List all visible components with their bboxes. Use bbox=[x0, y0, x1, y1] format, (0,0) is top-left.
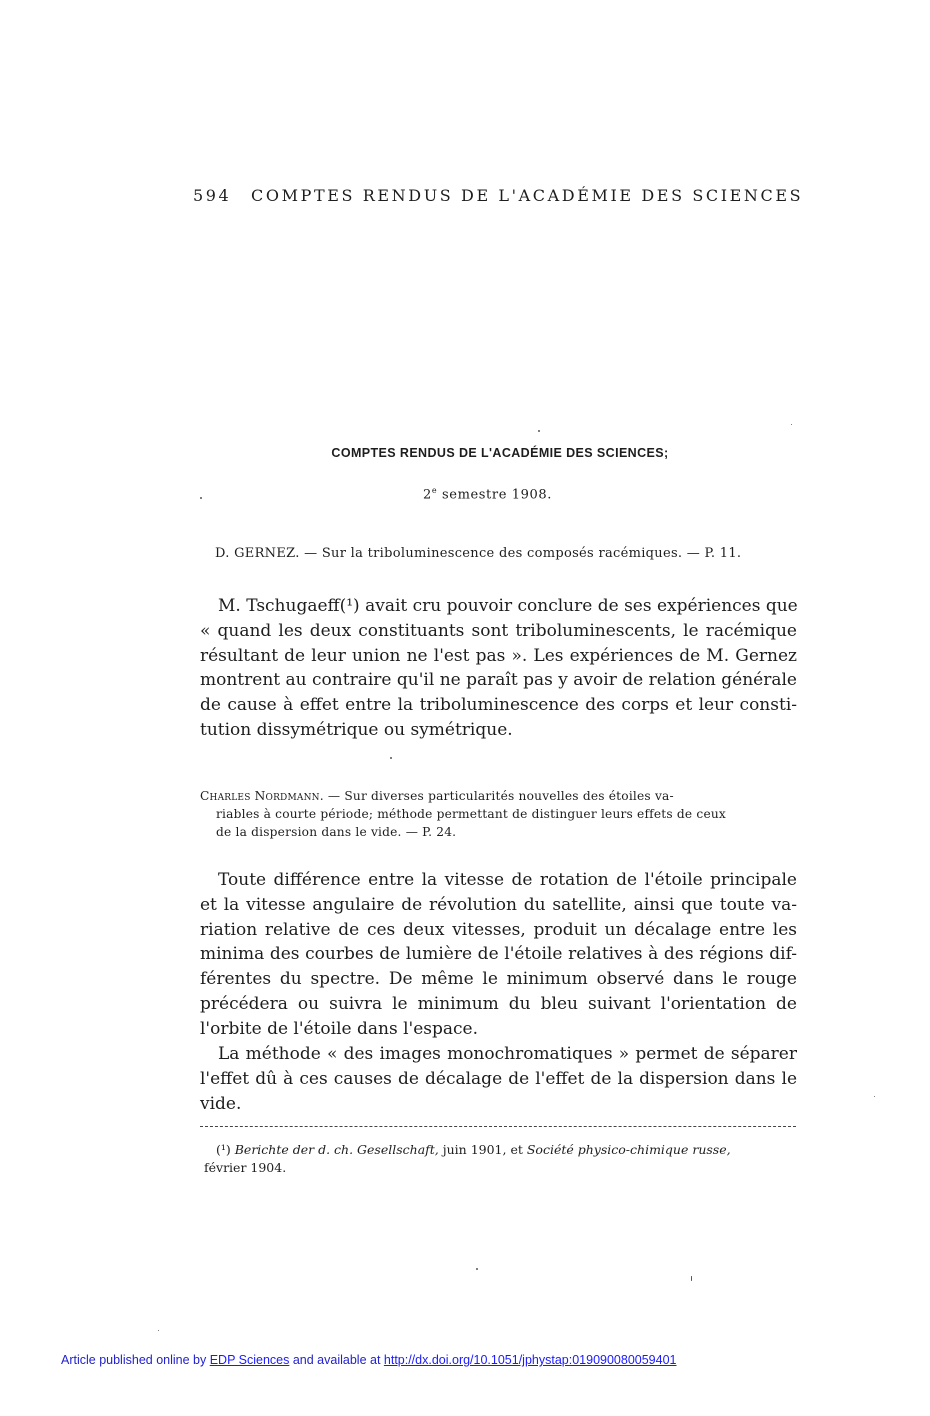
semester-ordinal: 2 bbox=[423, 487, 432, 503]
paragraph-line: riation relative de ces deux vitesses, produit un décalage entre les bbox=[200, 919, 797, 940]
semester-text: semestre 1908. bbox=[442, 487, 552, 503]
footnote-marker: (¹) bbox=[216, 1142, 231, 1157]
paragraph-line: l'orbite de l'étoile dans l'espace. bbox=[200, 1018, 479, 1039]
publisher-note bbox=[61, 1353, 677, 1367]
publisher-note-prefix: Article published online by bbox=[61, 1353, 210, 1367]
paragraph-line: résultant de leur union ne l'est pas ». Les expériences de M. Gernez bbox=[200, 645, 797, 666]
paragraph-line: M. Tschugaeff(¹) avait cru pouvoir conclure de ses expériences que bbox=[218, 596, 798, 616]
entry-1-paragraph bbox=[200, 594, 797, 743]
semester-ordinal-suffix: e bbox=[431, 486, 438, 495]
entry-2-author: Charles Nordmann. bbox=[200, 789, 324, 803]
footnote bbox=[204, 1141, 797, 1177]
entry-1-heading: D. GERNEZ. — Sur la triboluminescence des composés racémiques. — P. 11. bbox=[215, 546, 742, 561]
scan-speck bbox=[874, 1096, 875, 1097]
entry-2-paragraph-1 bbox=[200, 868, 797, 1042]
journal-title: COMPTES RENDUS DE L'ACADÉMIE DES SCIENCES; bbox=[331, 446, 669, 460]
paragraph-line: montrent au contraire qu'il ne paraît pas y avoir de relation générale bbox=[200, 670, 797, 691]
paragraph-line: La méthode « des images monochromatiques » permet de séparer bbox=[218, 1044, 797, 1064]
running-title: COMPTES RENDUS DE L'ACADÉMIE DES SCIENCES bbox=[251, 186, 804, 205]
entry-2-paragraph-2 bbox=[200, 1042, 797, 1116]
doi-link[interactable]: http://dx.doi.org/10.1051/jphystap:019090080059401 bbox=[383, 1353, 677, 1367]
paragraph-line: de cause à effet entre la triboluminescence des corps et leur consti- bbox=[200, 695, 797, 716]
scan-speck bbox=[200, 497, 202, 499]
entry-2-heading-line: de la dispersion dans le vide. — P. 24. bbox=[216, 825, 457, 839]
scan-speck bbox=[791, 424, 792, 425]
paragraph-line: l'effet dû à ces causes de décalage de l'effet de la dispersion dans le bbox=[200, 1068, 797, 1089]
footnote-rule bbox=[200, 1126, 796, 1127]
publisher-link[interactable]: EDP Sciences bbox=[209, 1353, 290, 1367]
paragraph-line: précédera ou suivra le minimum du bleu suivant l'orientation de bbox=[200, 993, 797, 1014]
footnote-line: février 1904. bbox=[204, 1160, 287, 1175]
scan-speck bbox=[691, 1276, 692, 1281]
paragraph-line: minima des courbes de lumière de l'étoile relatives à des régions dif- bbox=[200, 944, 797, 965]
footnote-source-1: Berichte der d. ch. Gesellschaft, bbox=[234, 1142, 439, 1157]
paragraph-line: « quand les deux constituants sont triboluminescents, le racémique bbox=[200, 620, 797, 641]
paragraph-line: vide. bbox=[200, 1093, 242, 1114]
semester-line bbox=[200, 486, 775, 502]
publisher-note-middle: and available at bbox=[289, 1353, 384, 1367]
scan-speck bbox=[390, 757, 392, 759]
entry-2-title-start: — Sur diverses particularités nouvelles des étoiles va- bbox=[327, 789, 674, 803]
paragraph-line: et la vitesse angulaire de révolution du satellite, ainsi que toute va- bbox=[200, 894, 797, 915]
entry-2-heading-line bbox=[200, 787, 796, 805]
entry-2-heading-line: riables à courte période; méthode permettant de distinguer leurs effets de ceux bbox=[216, 807, 726, 821]
footnote-line bbox=[204, 1141, 797, 1159]
entry-2-heading bbox=[200, 787, 796, 841]
footnote-between: juin 1901, et bbox=[438, 1142, 527, 1157]
footnote-source-2: Société physico-chimique russe, bbox=[526, 1142, 731, 1157]
scan-speck bbox=[476, 1268, 478, 1270]
paragraph-line: tution dissymétrique ou symétrique. bbox=[200, 719, 513, 740]
scan-speck bbox=[158, 1330, 159, 1331]
paragraph-line: férentes du spectre. De même le minimum observé dans le rouge bbox=[200, 969, 797, 990]
page-number: 594 bbox=[193, 186, 232, 205]
paragraph-line: Toute différence entre la vitesse de rotation de l'étoile principale bbox=[218, 870, 797, 890]
scan-speck bbox=[538, 430, 540, 432]
running-head bbox=[193, 186, 804, 205]
